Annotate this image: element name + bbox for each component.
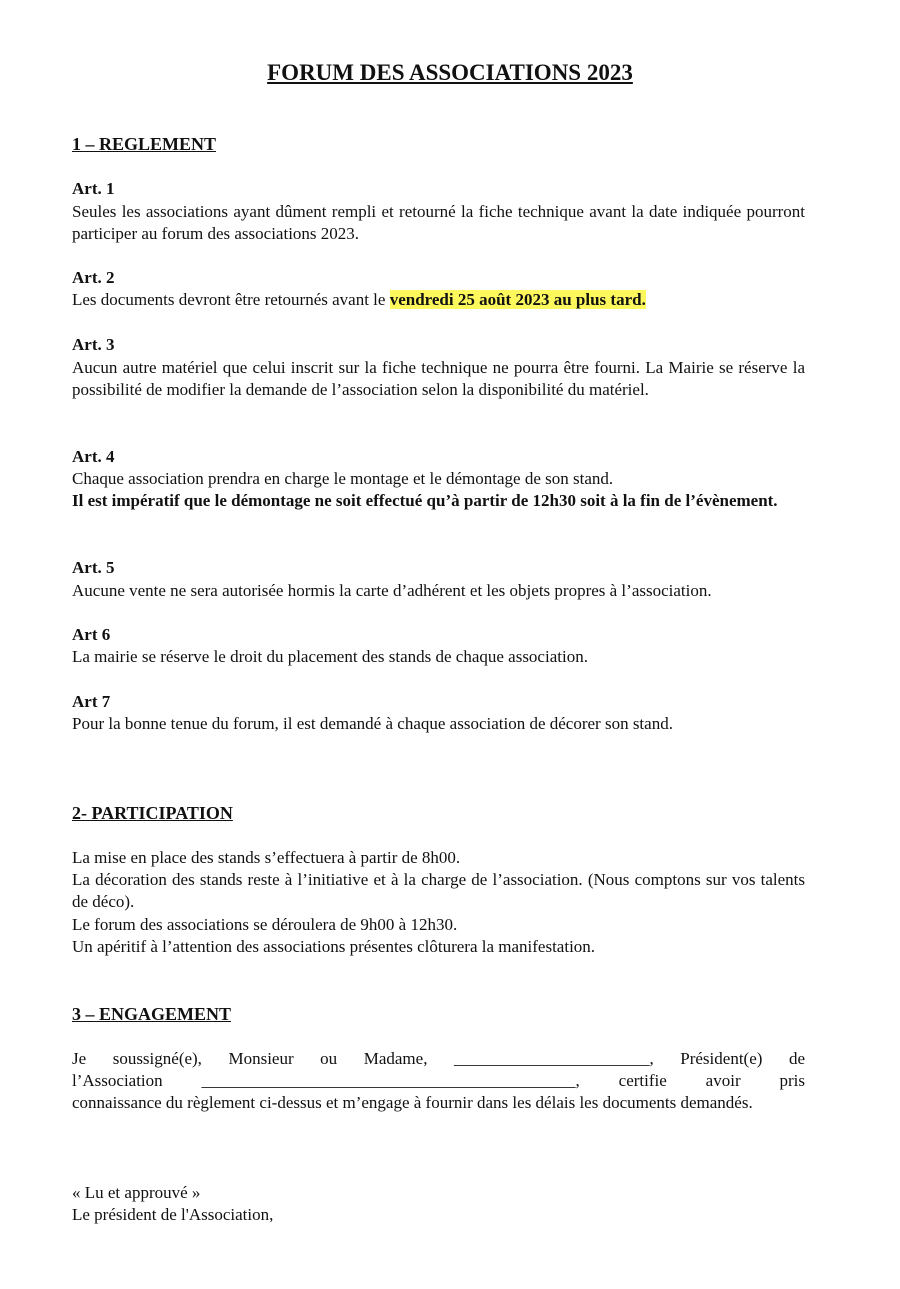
article-2-text-before: Les documents devront être retournés avant le <box>72 290 390 309</box>
participation-line-3: Le forum des associations se déroulera de 9h00 à 12h30. <box>72 915 458 934</box>
article-7-text: Pour la bonne tenue du forum, il est demandé à chaque association de décorer son stand. <box>72 714 673 733</box>
participation-line-2: La décoration des stands reste à l’initiative et à la charge de l’association. (Nous comptons sur vos talents de déco). <box>72 870 805 911</box>
participation-line-1: La mise en place des stands s’effectuera à partir de 8h00. <box>72 848 461 867</box>
section-reglement-title: 1 – REGLEMENT <box>72 134 217 154</box>
article-3-label: Art. 3 <box>72 335 115 354</box>
article-4-text: Chaque association prendra en charge le montage et le démontage de son stand. <box>72 469 614 488</box>
article-3-text: Aucun autre matériel que celui inscrit sur la fiche technique ne pourra être fourni. La Mairie se réserve la possibilité de modifier la demande de l’association selon la disponibilité du matériel. <box>72 358 805 399</box>
signature-label: Le président de l'Association, <box>72 1205 274 1224</box>
article-4-label: Art. 4 <box>72 447 115 466</box>
engagement-line-1: Je soussigné(e), Monsieur ou Madame, _______________________, Président(e) de <box>72 1049 805 1068</box>
article-2-text <box>72 289 805 311</box>
document-title: FORUM DES ASSOCIATIONS 2023 <box>267 60 633 85</box>
article-2-label: Art. 2 <box>72 268 115 287</box>
participation-line-4: Un apéritif à l’attention des associations présentes clôturera la manifestation. <box>72 937 596 956</box>
article-6-text: La mairie se réserve le droit du placement des stands de chaque association. <box>72 647 588 666</box>
engagement-line-2: l’Association ____________________________________________, certifie avoir pris <box>72 1071 805 1090</box>
article-6-label: Art 6 <box>72 625 111 644</box>
section-participation-title: 2- PARTICIPATION <box>72 803 233 823</box>
article-1-label: Art. 1 <box>72 179 115 198</box>
engagement-line-3: connaissance du règlement ci-dessus et m’engage à fournir dans les délais les documents demandés. <box>72 1093 753 1112</box>
deadline-highlight: vendredi 25 août 2023 au plus tard. <box>389 290 646 309</box>
article-4-bold-text: Il est impératif que le démontage ne soit effectué qu’à partir de 12h30 soit à la fin de l’évènement. <box>72 491 778 510</box>
article-7-label: Art 7 <box>72 692 111 711</box>
article-5-label: Art. 5 <box>72 558 115 577</box>
section-engagement-title: 3 – ENGAGEMENT <box>72 1004 232 1024</box>
approval-text: « Lu et approuvé » <box>72 1183 201 1202</box>
article-5-text: Aucune vente ne sera autorisée hormis la carte d’adhérent et les objets propres à l’association. <box>72 581 712 600</box>
article-1-text: Seules les associations ayant dûment rempli et retourné la fiche technique avant la date indiquée pourront participer au forum des associations 2023. <box>72 202 805 243</box>
